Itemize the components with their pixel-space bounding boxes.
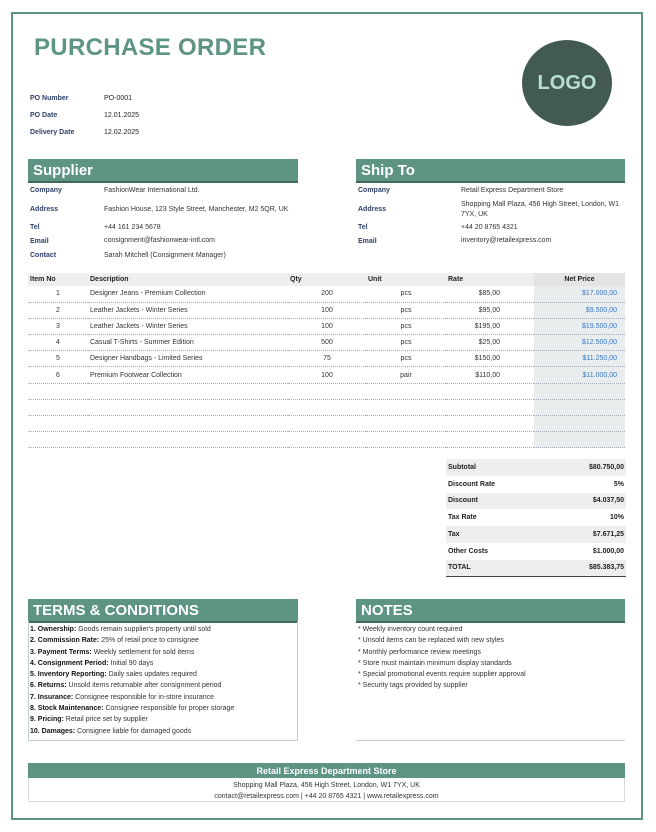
item-no: 1	[28, 286, 88, 302]
item-net-price: $11.000,00	[534, 367, 625, 383]
item-description: Designer Handbags - Limited Series	[88, 351, 288, 367]
item-no: 4	[28, 335, 88, 351]
ship-address: Shopping Mall Plaza, 456 High Street, London, W1 7YX, UK	[461, 200, 619, 218]
ship-email-label: Email	[358, 237, 377, 245]
tax-rate-row	[446, 509, 626, 526]
ship-address-label: Address	[358, 206, 387, 213]
col-net-price: Net Price	[534, 273, 625, 286]
footer-address: Shopping Mall Plaza, 456 High Street, London, W1 7YX, UK	[233, 782, 420, 789]
item-rate: $95,00	[446, 302, 534, 318]
table-row	[28, 286, 625, 302]
list-item: 10. Damages: Consignee liable for damaged goods	[30, 727, 192, 735]
ship-to-details	[358, 184, 624, 249]
item-unit: pcs	[366, 351, 446, 367]
supplier-tel: +44 161 234 5678	[104, 223, 161, 231]
supplier-tel-label: Tel	[30, 224, 40, 231]
items-table	[28, 273, 625, 448]
discount-rate-row	[446, 476, 626, 493]
tax-row	[446, 526, 626, 543]
list-item: * Special promotional events require supplier approval	[358, 671, 526, 679]
item-no: 6	[28, 367, 88, 383]
list-item: * Monthly performance review meetings	[358, 648, 481, 656]
empty-row	[28, 383, 625, 399]
po-meta	[30, 90, 139, 141]
discount-rate-label: Discount Rate	[448, 480, 496, 488]
total-row	[446, 560, 626, 577]
item-description: Casual T-Shirts - Summer Edition	[88, 335, 288, 351]
list-item: 6. Returns: Unsold items returnable after consignment period	[30, 682, 222, 690]
col-unit: Unit	[366, 273, 446, 286]
supplier-email-row	[30, 233, 298, 249]
ship-tel-row	[358, 222, 624, 233]
list-item: 8. Stock Maintenance: Consignee responsible for proper storage	[30, 705, 235, 713]
item-qty: 200	[288, 286, 366, 302]
notes-heading: NOTES	[356, 599, 625, 623]
tax-rate-value: 10%	[609, 514, 624, 522]
list-item: * Unsold items can be replaced with new styles	[358, 637, 504, 645]
delivery-date-value: 12.02.2025	[104, 129, 140, 136]
list-item: * Security tags provided by supplier	[358, 682, 468, 690]
item-unit: pcs	[366, 286, 446, 302]
empty-row	[28, 399, 625, 415]
item-qty: 100	[288, 302, 366, 318]
supplier-tel-row	[30, 222, 298, 233]
discount-row	[446, 493, 626, 510]
item-description: Premium Footwear Collection	[88, 367, 288, 383]
list-item: 2. Commission Rate: 25% of retail price to consignee	[30, 637, 199, 645]
subtotal-label: Subtotal	[448, 463, 476, 471]
other-costs-value: $1.000,00	[592, 547, 624, 555]
supplier-email-label: Email	[30, 237, 49, 245]
po-number-label: PO Number	[30, 95, 69, 102]
supplier-company-row	[30, 184, 298, 197]
po-date-label: PO Date	[30, 112, 58, 119]
tax-label: Tax	[448, 531, 460, 539]
item-net-price: $17.000,00	[534, 286, 625, 302]
item-qty: 100	[288, 318, 366, 334]
notes-list	[358, 624, 526, 692]
delivery-date-row	[30, 124, 139, 141]
discount-value: $4.037,50	[592, 497, 624, 505]
list-item: 5. Inventory Reporting: Daily sales updates required	[30, 671, 197, 679]
item-net-price: $19.500,00	[534, 318, 625, 334]
item-no: 2	[28, 302, 88, 318]
col-item-no: Item No	[28, 273, 88, 286]
item-unit: pcs	[366, 318, 446, 334]
item-net-price: $11.250,00	[534, 351, 625, 367]
item-description: Leather Jackets - Winter Series	[88, 318, 288, 334]
ship-email: inventory@retailexpress.com	[461, 237, 552, 244]
supplier-address: Fashion House, 123 Style Street, Manchester, M2 5QR, UK	[104, 205, 289, 213]
ship-email-row	[358, 233, 624, 249]
item-net-price: $9.500,00	[534, 302, 625, 318]
supplier-details	[30, 184, 298, 262]
table-row	[28, 302, 625, 318]
totals-block	[446, 459, 626, 577]
empty-row	[28, 432, 625, 448]
list-item: 4. Consignment Period: Initial 90 days	[30, 659, 154, 667]
subtotal-value: $80.750,00	[588, 463, 624, 471]
item-unit: pcs	[366, 302, 446, 318]
item-description: Leather Jackets - Winter Series	[88, 302, 288, 318]
list-item: * Weekly inventory count required	[358, 626, 463, 633]
table-row	[28, 367, 625, 383]
item-rate: $150,00	[446, 351, 534, 367]
discount-label: Discount	[448, 497, 478, 505]
item-qty: 75	[288, 351, 366, 367]
terms-list	[30, 624, 234, 737]
subtotal-row	[446, 459, 626, 476]
empty-row	[28, 416, 625, 432]
tax-value: $7.671,25	[592, 531, 624, 539]
item-rate: $85,00	[446, 286, 534, 302]
supplier-contact-row	[30, 249, 298, 262]
discount-rate-value: 5%	[613, 480, 624, 488]
total-label: TOTAL	[448, 564, 471, 572]
item-qty: 100	[288, 367, 366, 383]
item-rate: $25,00	[446, 335, 534, 351]
ship-company: Retail Express Department Store	[461, 186, 564, 194]
item-unit: pair	[366, 367, 446, 383]
item-description: Designer Jeans - Premium Collection	[88, 286, 288, 302]
ship-address-row	[358, 197, 624, 222]
footer-info	[28, 778, 625, 802]
ship-to-heading: Ship To	[356, 159, 625, 183]
supplier-address-row	[30, 197, 298, 222]
item-unit: pcs	[366, 335, 446, 351]
col-description: Description	[88, 273, 288, 286]
item-rate: $195,00	[446, 318, 534, 334]
po-date-row	[30, 107, 139, 124]
table-row	[28, 318, 625, 334]
other-costs-label: Other Costs	[448, 547, 489, 555]
page-title: PURCHASE ORDER	[34, 34, 267, 61]
footer-company-name: Retail Express Department Store	[28, 763, 625, 778]
supplier-company: FashionWear International Ltd.	[104, 186, 200, 194]
ship-tel-label: Tel	[358, 224, 368, 231]
po-number-row	[30, 90, 139, 107]
delivery-date-label: Delivery Date	[30, 129, 75, 136]
supplier-heading: Supplier	[28, 159, 298, 183]
list-item: * Store must maintain minimum display standards	[358, 659, 512, 667]
item-no: 5	[28, 351, 88, 367]
total-value: $85.383,75	[588, 564, 624, 572]
item-qty: 500	[288, 335, 366, 351]
item-net-price: $12.500,00	[534, 335, 625, 351]
supplier-address-label: Address	[30, 206, 59, 213]
supplier-contact: Sarah Mitchell (Consignment Manager)	[104, 251, 226, 259]
supplier-contact-label: Contact	[30, 252, 57, 259]
list-item: 3. Payment Terms: Weekly settlement for sold items	[30, 648, 195, 656]
items-header-row	[28, 273, 625, 286]
col-rate: Rate	[446, 273, 534, 286]
list-item: 9. Pricing: Retail price set by supplier	[30, 716, 148, 724]
logo: LOGO	[522, 40, 612, 126]
po-date-value: 12.01.2025	[104, 112, 140, 119]
ship-company-label: Company	[358, 187, 390, 194]
supplier-company-label: Company	[30, 187, 62, 194]
table-row	[28, 351, 625, 367]
po-number-value: PO-0001	[104, 95, 133, 102]
tax-rate-label: Tax Rate	[448, 514, 477, 522]
list-item: 7. Insurance: Consignee responsible for in-store insurance	[30, 693, 215, 701]
footer-contact: contact@retailexpress.com | +44 20 8765 4321 | www.retailexpress.com	[214, 793, 439, 800]
table-row	[28, 335, 625, 351]
other-costs-row	[446, 543, 626, 560]
list-item: 1. Ownership: Goods remain supplier's property until sold	[30, 626, 211, 633]
item-rate: $110,00	[446, 367, 534, 383]
ship-tel: +44 20 8765 4321	[461, 223, 518, 231]
supplier-email: consignment@fashionwear-intl.com	[104, 237, 215, 244]
item-no: 3	[28, 318, 88, 334]
ship-company-row	[358, 184, 624, 197]
col-qty: Qty	[288, 273, 366, 286]
terms-heading: TERMS & CONDITIONS	[28, 599, 298, 623]
